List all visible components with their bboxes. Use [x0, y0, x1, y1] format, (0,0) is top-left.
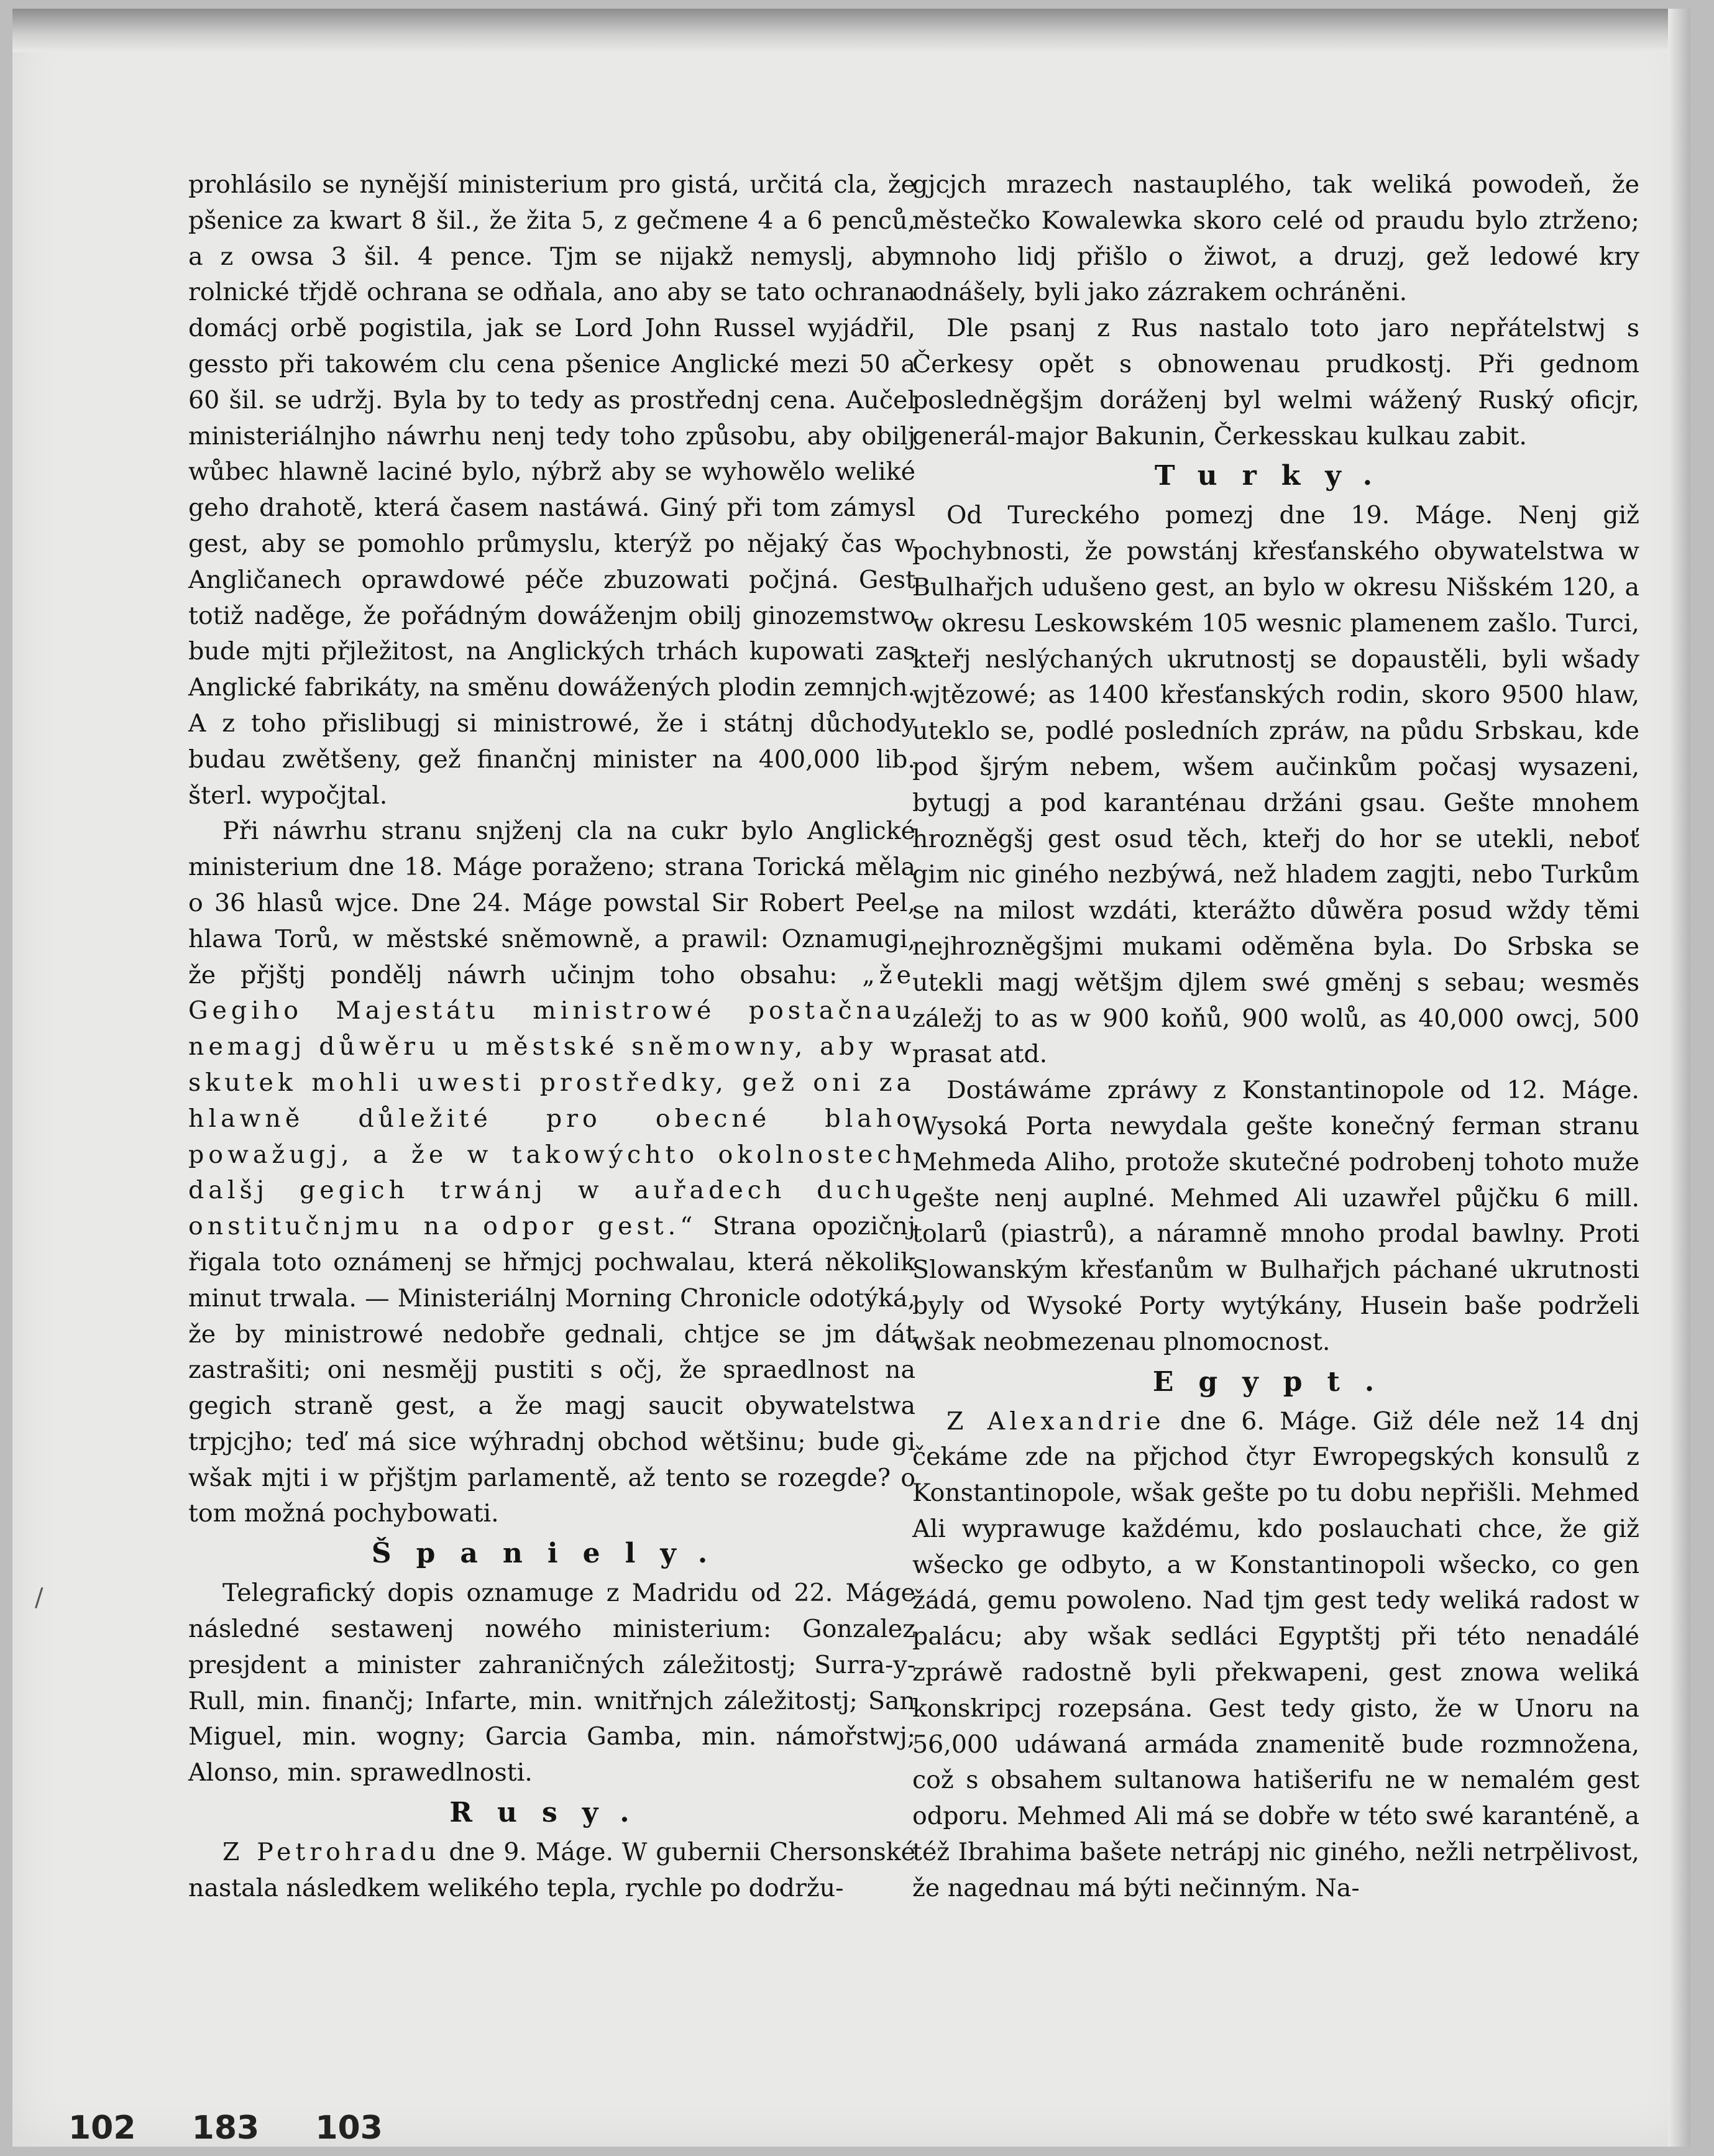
scan-edge-top	[12, 9, 1690, 52]
heading-turkey: Turky.	[1154, 460, 1398, 492]
paragraph-alexandria	[912, 1404, 1639, 1907]
city-petersburg: Z Petrohradu	[222, 1838, 441, 1867]
paragraph-flood: gjcjch mrazech nastauplého, tak weliká powodeň, že městečko Kowalewka skoro celé od praudu bylo ztrženo; mnoho lidj přišlo o žiwot, a druzj, gež ledowé kry odnášely, byli jako zázrakem ochráněni.	[912, 170, 1639, 307]
peel-motion-quote: „že Gegiho Majestátu ministrowé postačnau nemagj důwěru u městské sněmowny, aby w skutek mohli uwesti prostředky, gež oni za hlawně důležité pro obecné blaho powažugj, a že w takowýchto okolnostech dalšj gegich trwánj w auřadech duchu onstitučnjmu na odpor gest.“	[188, 960, 915, 1241]
scanned-page	[12, 9, 1690, 2147]
left-column	[188, 167, 915, 1907]
paragraph-petersburg	[188, 1835, 915, 1907]
sugar-duty-text: Při náwrhu stranu snjženj cla na cukr bylo Anglické ministerium dne 18. Máge poraženo; strana Torická měla o 36 hlasů wjce. Dne 24. Máge powstal Sir Robert Peel, hlawa Torů, w městské sněmowně, a prawil: Oznamugi, že přjštj pondělj náwrh učinjm toho obsahu:	[188, 817, 915, 989]
margin-mark: /	[35, 1584, 44, 1612]
heading-egypt: Egypt.	[1152, 1365, 1400, 1398]
heading-spain: Španiely.	[371, 1538, 733, 1570]
paragraph-madrid: Telegrafický dopis oznamuge z Madridu od 22. Máge následné sestawenj nowého ministerium: Gonzalez presjdent a minister zahraničných záležitostj; Surra-y-Rull, min. finančj; Infarte, min. wnitřnjch záležitostj; San Miguel, min. wogny; Garcia Gamba, min. námořstwj; Alonso, min. sprawedlnosti.	[188, 1579, 915, 1787]
paragraph-bulgaria: Od Tureckého pomezj dne 19. Máge. Nenj giž pochybnosti, že powstánj křesťanského obywatelstwa w Bulhařjch udušeno gest, an bylo w okresu Nišském 120, a w okresu Leskowském 105 wesnic plamenem zašlo. Turci, kteřj neslýchaných ukrutnostj se dopaustěli, byli wšady wjtězowé; as 1400 křesťanských rodin, skoro 9500 hlaw, uteklo se, podlé posledních zpráw, na půdu Srbskau, kde pod šjrým nebem, wšem aučinkům počasj wysazeni, bytugj a pod karanténau držáni gsau. Gešte mnohem hrozněgšj gest osud těch, kteřj do hor se utekli, neboť gim nic giného nezbýwá, než hladem zagjti, nebo Turkům se na milost wzdáti, kterážto důwěra posud wždy těmi nejhrozněgšjmi mukami oděměna byla. Do Srbska se utekli magj wětšjm djlem swé gměnj s sebau; wesměs záležj to as w 900 koňů, 900 wolů, as 40,000 owcj, 500 prasat atd.	[912, 501, 1639, 1069]
page-number: 183	[191, 2109, 260, 2147]
paragraph-england-corn: prohlásilo se nynější ministerium pro gistá, určitá cla, že pšenice za kwart 8 šil., že žita 5, z gečmene 4 a 6 penců, a z owsa 3 šil. 4 pence. Tjm se nijakž nemyslj, aby rolnické třjdě ochrana se odňala, ano aby se tato ochrana domácj orbě pogistila, jak se Lord John Russel wyjádřil, gessto při takowém clu cena pšenice Anglické mezi 50 a 60 šil. se udržj. Byla by to tedy as prostřednj cena. Aučel ministeriálnjho náwrhu nenj tedy toho způsobu, aby obilj wůbec hlawně laciné bylo, nýbrž aby se wyhowělo weliké geho drahotě, která časem nastáwá. Giný při tom zámysl gest, aby se pomohlo průmyslu, kterýž po nějaký čas w Angličanech oprawdowé péče zbuzowati počjná. Gest totiž naděge, že pořádným dowáženjm obilj ginozemstwo bude mjti přjležitost, na Anglických trhách kupowati zas Anglické fabrikáty, na směnu dowážených plodin zemnjch. A z toho přislibugj si ministrowé, že i státnj důchody budau zwětšeny, gež finančnj minister na 400,000 lib. šterl. wypočjtal.	[188, 170, 915, 810]
petersburg-text: dne 9. Máge. W gubernii Chersonské nastala následkem welikého tepla, rychle po dodržu-	[188, 1838, 915, 1902]
page-number: 103	[315, 2109, 383, 2147]
city-alexandria: Z Alexandrie	[946, 1406, 1165, 1436]
scan-edge-right	[1668, 9, 1690, 2147]
heading-russia: Rusy.	[449, 1797, 654, 1829]
opposition-text: Strana opozičnj řigala toto oznámenj se hřmjcj pochwalau, která několik minut trwala. — Ministeriálnj Morning Chronicle odotýká, že by ministrowé nedobře gednali, chtjce se jm dát zastrašiti; oni nesmějj pustiti s očj, že spraedlnost na gegich straně gest, a že magj saucit obywatelstwa trpjcjho; teď má sice wýhradnj obchod wětšinu; bude gi wšak mjti i w přjštjm parlamentě, až tento se rozegde? o tom možná pochybowati.	[188, 1212, 915, 1528]
page-numbers	[68, 2109, 428, 2153]
page-number: 102	[68, 2109, 136, 2147]
alexandria-text: dne 6. Máge. Giž déle než 14 dnj čekáme zde na přjchod čtyr Ewropegských konsulů z Konstantinopole, wšak gešte po tu dobu nepřišli. Mehmed Ali wyprawuge každému, kdo poslauchati chce, že giž wšecko ge odbyto, a w Konstantinopoli wšecko, co gen žádá, gemu powoleno. Nad tjm gest tedy weliká radost w palácu; aby wšak sedláci Egyptštj při této nenadálé zpráwě radostně byli překwapeni, gest znowa weliká konskripcj rozepsána. Gest tedy gisto, že w Unoru na 56,000 udáwaná armáda znamenitě bude rozmnožena, což s obsahem sultanowa hatišerifu ne w nemalém gest odporu. Mehmed Ali má se dobře w této swé karanténě, a též Ibrahima bašete netrápj nic giného, nežli netrpělivost, že nagednau má býti nečinným. Na-	[912, 1406, 1640, 1902]
right-column	[912, 167, 1639, 1907]
paragraph-circassians: Dle psanj z Rus nastalo toto jaro nepřátelstwj s Čerkesy opět s obnowenau prudkostj. Při gednom posledněgšjm doráženj byl welmi wážený Ruský oficjr, generál-major Bakunin, Čerkesskau kulkau zabit.	[912, 314, 1639, 451]
paragraph-sugar-duty	[188, 814, 915, 1532]
paragraph-constantinople: Dostáwáme zpráwy z Konstantinopole od 12. Máge. Wysoká Porta newydala gešte konečný ferman stranu Mehmeda Aliho, protože skutečné podrobenj tohoto muže gešte nenj auplné. Mehmed Ali uzawřel půjčku 6 mill. tolarů (piastrů), a náramně mnoho prodal bawlny. Proti Slowanským křesťanům w Bulhařjch páchané ukrutnosti byly od Wysoké Porty wytýkány, Husein baše podrželi wšak neobmezenau plnomocnost.	[912, 1076, 1639, 1356]
